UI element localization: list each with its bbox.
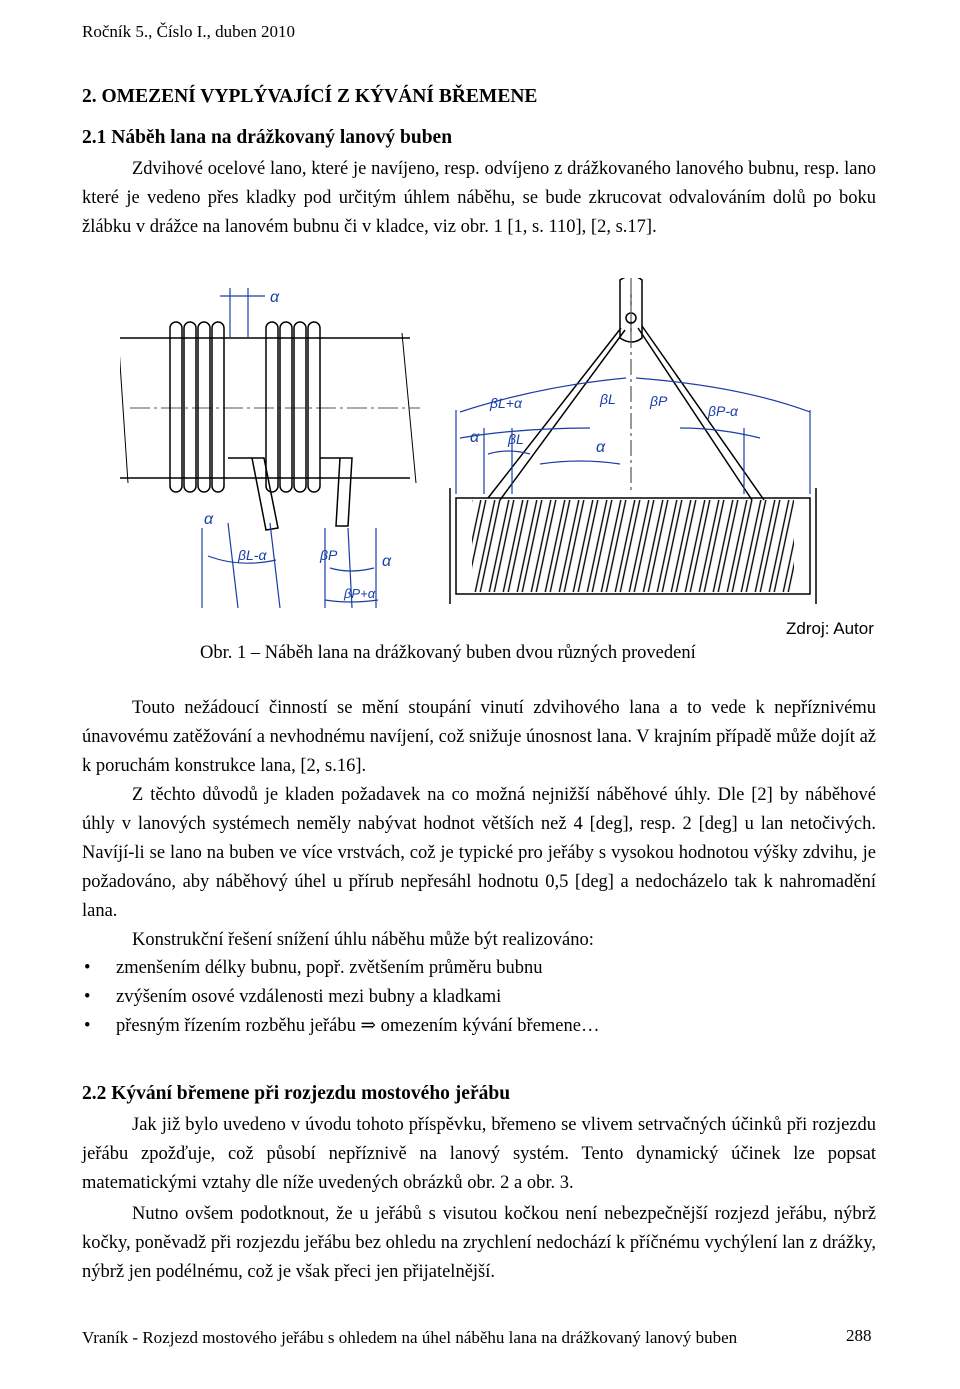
right-angle-dimensions (456, 278, 810, 494)
label-alpha-drum-left: α (470, 429, 480, 446)
paragraph-intro: Zdvihové ocelové lano, které je navíjeno, resp. odvíjeno z drážkovaného lanového bubnu, resp. lano které je vedeno přes kladky pod určitým úhlem náběhu, se bude zkrucovat odvalováním dolů po boku žlábku v drážce na lanovém bubnu či v kladce, viz obr. 1 [1, s. 110], [2, s.17]. (82, 159, 876, 237)
running-header: Ročník 5., Číslo I., duben 2010 (82, 22, 295, 41)
figure-caption: Obr. 1 – Náběh lana na drážkovaný buben dvou různých provedení (200, 643, 696, 663)
label-beta-l-minus-alpha: βL-α (238, 547, 267, 563)
list-item: • zmenšením délky bubnu, popř. zvětšením průměru bubnu (84, 958, 543, 978)
label-alpha-drum-mid: α (596, 439, 606, 456)
label-beta-l-plus-alpha: βL+α (490, 395, 522, 411)
paragraph-design-solutions: Konstrukční řešení snížení úhlu náběhu může být realizováno: (132, 930, 594, 950)
list-item: • zvýšením osové vzdálenosti mezi bubny a kladkami (84, 987, 502, 1007)
figure-rope-drum-diagram (120, 278, 890, 613)
page-footer: Vraník - Rozjezd mostového jeřábu s ohledem na úhel náběhu lana na drážkovaný lanový buben (82, 1328, 738, 1347)
label-beta-p-right: βP (650, 393, 668, 409)
label-beta-p-left: βP (320, 547, 338, 563)
left-angle-dimensions (202, 288, 378, 608)
label-beta-p-plus-alpha: βP+α (344, 586, 376, 601)
paragraph-requirements: Z těchto důvodů je kladen požadavek na co možná nejnižší náběhové úhly. Dle [2] by náběhové úhly v lanových systémech neměly nabývat hodnot větších než 4 [deg], resp. 2 [deg] u lan netočivých. Navíjí-li se lano na buben ve více vrstvách, což je typické pro jeřáby s vysokou hodnotou výšky zdvihu, je požadováno, aby náběhový úhel u přírub nepřesáhl hodnotu 0,5 [deg] a nedocházelo tak k nahromadění lana. (82, 785, 876, 921)
right-angle-labels (470, 391, 739, 456)
label-alpha-left: α (204, 511, 214, 528)
section-2-1-heading: 2.1 Náběh lana na drážkovaný lanový buben (82, 127, 453, 148)
figure-source: Zdroj: Autor (786, 619, 874, 638)
left-drum-drawing (120, 322, 420, 530)
label-alpha-right: α (382, 553, 392, 570)
paragraph-consequences: Touto nežádoucí činností se mění stoupání vinutí zdvihového lana a to vede k nepříznivému únavovému zatěžování a nevhodnému navíjení, což snižuje únosnost lana. V krajním případě může dojít až k poruchám konstrukce lana, [2, s.16]. (82, 698, 876, 776)
page-number: 288 (846, 1326, 872, 1345)
paragraph-trolley-note: Nutno ovšem podotknout, že u jeřábů s visutou kočkou není nebezpečnější rozjezd jeřábu, nýbrž kočky, poněvadž při rozjezdu jeřábu bez ohledu na zrychlení nedochází k příčnému vychýlení lan z drážky, nýbrž jen podélnému, což je však přeci jen přijatelnější. (82, 1204, 876, 1282)
label-beta-p-minus-alpha: βP-α (708, 403, 738, 419)
label-alpha-top: α (270, 289, 280, 306)
section-2-heading: 2. OMEZENÍ VYPLÝVAJÍCÍ Z KÝVÁNÍ BŘEMENE (82, 86, 538, 107)
design-solutions-list (82, 954, 876, 1041)
paragraph-load-swing: Jak již bylo uvedeno v úvodu tohoto příspěvku, břemeno se vlivem setrvačných účinků při rozjezdu jeřábu zpožďuje, což působí nepříznivě na lanový systém. Tento dynamický účinek lze popsat matematickými vztahy dle níže uvedených obrázků obr. 2 a obr. 3. (82, 1115, 876, 1193)
label-beta-l-top: βL (600, 391, 616, 407)
list-item: • přesným řízením rozběhu jeřábu ⇒ omezením kývání břemene… (84, 1016, 600, 1036)
section-2-2-heading: 2.2 Kývání břemene při rozjezdu mostového jeřábu (82, 1083, 511, 1104)
right-drum-drawing (450, 278, 816, 604)
label-beta-l-drum: βL (508, 431, 524, 447)
